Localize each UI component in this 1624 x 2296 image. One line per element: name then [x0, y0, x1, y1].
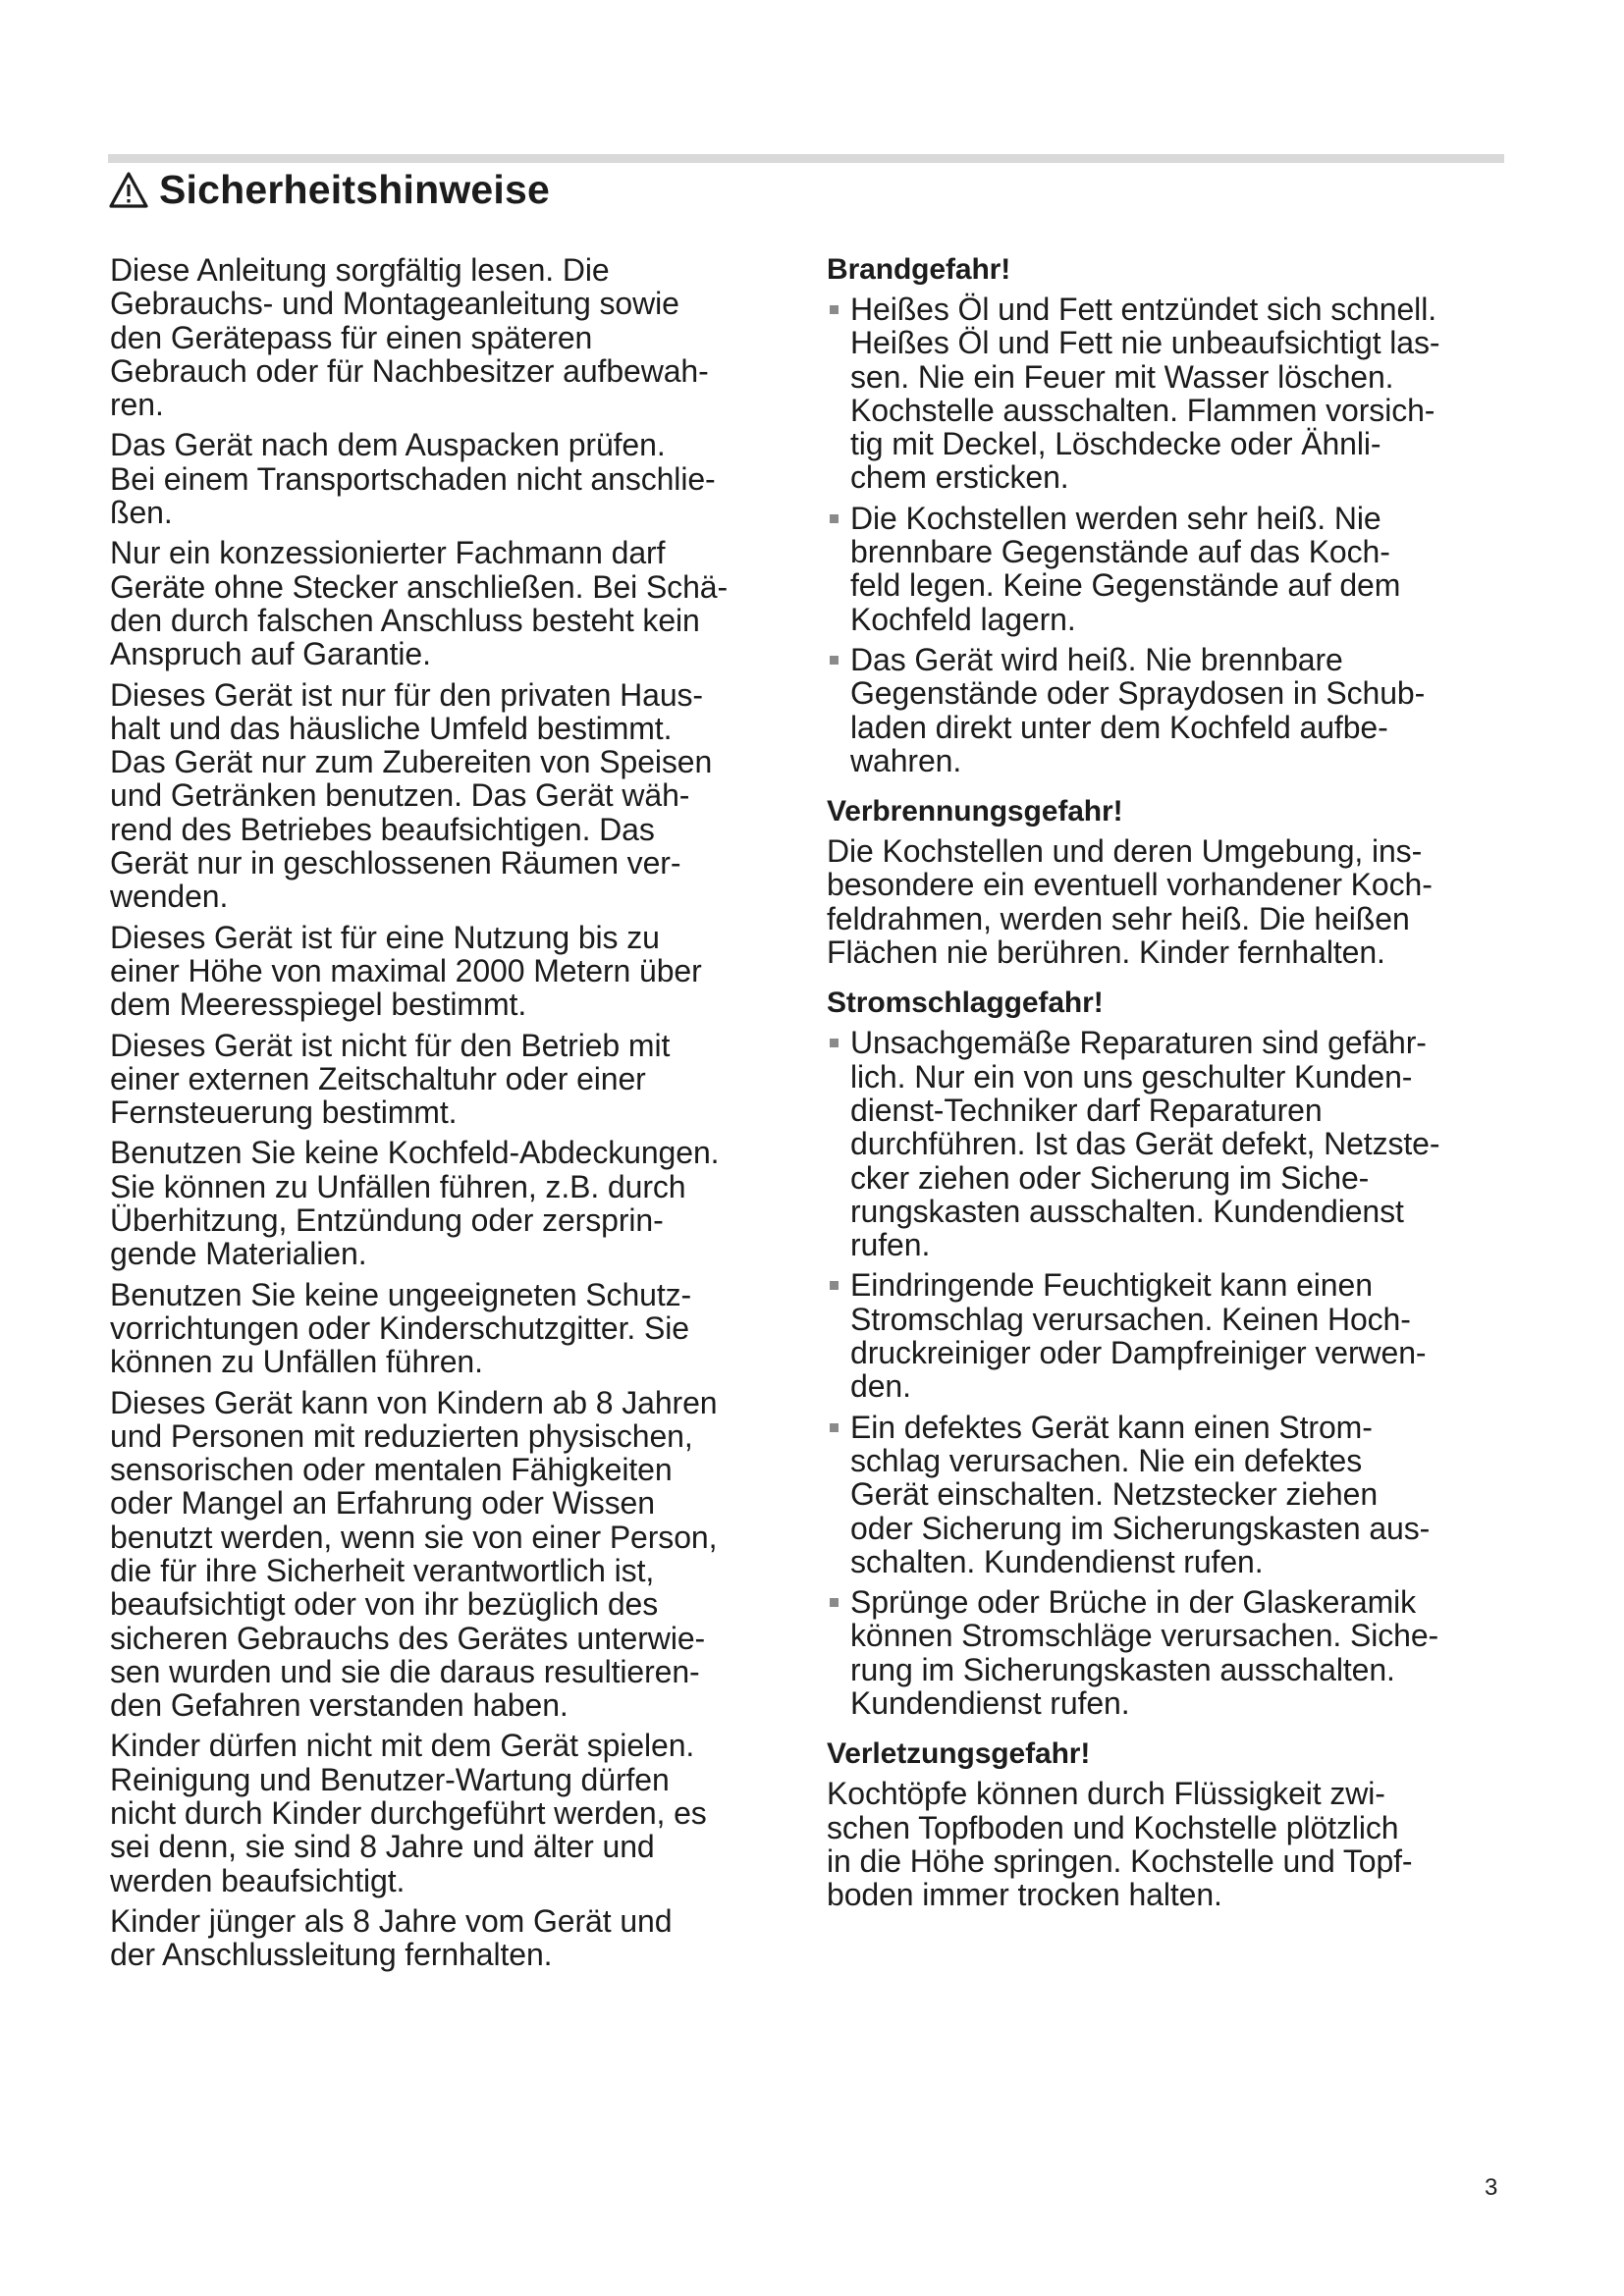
bullet-icon [830, 1039, 839, 1047]
section-title-stromschlaggefahr: Stromschlaggefahr! [827, 987, 1104, 1020]
page-title-text: Sicherheitshinweise [159, 167, 551, 212]
right-column [827, 253, 1514, 1918]
paragraph-children-supervision: Dieses Gerät kann von Kindern ab 8 Jahren und Personen mit reduzierten physischen, sensorischen oder mentalen Fähigkeiten oder Mangel an Erfahrung oder Wissen benutzt werden, wenn sie von einer Person, die für ihre Sicherheit verantwortlich ist, beaufsichtigt oder von ihr bezüglich des sicheren Gebrauchs des Gerätes unterwie- sen wurden und sie die daraus resultieren- den Gefahren verstanden haben. [110, 1384, 718, 1724]
list-item: Die Kochstellen werden sehr heiß. Nie brennbare Gegenstände auf das Koch- feld legen. Keine Gegenstände auf dem Kochfeld lagern. [827, 502, 1514, 636]
paragraph-children-distance: Kinder jünger als 8 Jahre vom Gerät und der Anschlussleitung fernhalten. [110, 1902, 673, 1973]
section-title-verletzungsgefahr: Verletzungsgefahr! [827, 1737, 1091, 1771]
paragraph-unpacking-check: Das Gerät nach dem Auspacken prüfen. Bei einem Transportschaden nicht anschlie- ßen. [110, 427, 716, 531]
paragraph-no-covers: Benutzen Sie keine Kochfeld-Abdeckungen. Sie können zu Unfällen führen, z.B. durch Überhitzung, Entzündung oder zersprin- gende Materialien. [110, 1135, 720, 1272]
page-title [108, 167, 550, 213]
section-title-brandgefahr: Brandgefahr! [827, 253, 1011, 286]
bullet-icon [830, 1281, 839, 1290]
bullet-icon [830, 1423, 839, 1432]
bullet-icon [830, 1598, 839, 1607]
paragraph-licensed-installer: Nur ein konzessionierter Fachmann darf Geräte ohne Stecker anschließen. Bei Schä- den durch falschen Anschluss besteht kein Anspruch auf Garantie. [110, 535, 729, 672]
section-title-verbrennungsgefahr: Verbrennungsgefahr! [827, 795, 1123, 828]
list-item: Heißes Öl und Fett entzündet sich schnell. Heißes Öl und Fett nie unbeaufsichtigt las- sen. Nie ein Feuer mit Wasser löschen. Kochstelle ausschalten. Flammen vorsich- tig mit Deckel, Löschdecke oder Ähnli- chem ersticken. [827, 293, 1514, 495]
list-item: Eindringende Feuchtigkeit kann einen Stromschlag verursachen. Keinen Hoch- druckreiniger oder Dampfreiniger verwen- den. [827, 1268, 1514, 1403]
paragraph-reading-instructions: Diese Anleitung sorgfältig lesen. Die Gebrauchs- und Montageanleitung sowie den Gerätepass für einen späteren Gebrauch oder für Nachbesitzer aufbewah- ren. [110, 252, 709, 423]
paragraph-household-use: Dieses Gerät ist nur für den privaten Haus- halt und das häusliche Umfeld bestimmt. Das Gerät nur zum Zubereiten von Speisen und Getränken benutzen. Das Gerät wäh- rend des Betriebes beaufsichtigen. Das Gerät nur in geschlossenen Räumen ver- wenden. [110, 676, 713, 915]
paragraph-children-play: Kinder dürfen nicht mit dem Gerät spielen. Reinigung und Benutzer-Wartung dürfen nicht durch Kinder durchgeführt werden, es sei denn, sie sind 8 Jahre und älter und werden beaufsichtigt. [110, 1728, 707, 1898]
list-stromschlaggefahr [827, 1026, 1514, 1720]
list-item: Das Gerät wird heiß. Nie brennbare Gegenstände oder Spraydosen in Schub- laden direkt unter dem Kochfeld aufbe- wahren. [827, 643, 1514, 777]
bullet-icon [830, 656, 839, 665]
paragraph-altitude-limit: Dieses Gerät ist für eine Nutzung bis zu einer Höhe von maximal 2000 Metern über dem Meeresspiegel bestimmt. [110, 919, 702, 1023]
list-brandgefahr [827, 293, 1514, 777]
list-item: Unsachgemäße Reparaturen sind gefähr- lich. Nur ein von uns geschulter Kunden- dienst-Techniker darf Reparaturen durchführen. Ist das Gerät defekt, Netzste- cker ziehen oder Sicherung im Siche- rungskasten ausschalten. Kundendienst rufen. [827, 1026, 1514, 1261]
page-number: 3 [1485, 2174, 1498, 2201]
top-rule [108, 154, 1504, 163]
list-item: Ein defektes Gerät kann einen Strom- schlag verursachen. Nie ein defektes Gerät einschalten. Netzstecker ziehen oder Sicherung im Sicherungskasten aus- schalten. Kundendienst rufen. [827, 1411, 1514, 1578]
bullet-icon [830, 514, 839, 523]
paragraph-no-timer: Dieses Gerät ist nicht für den Betrieb mit einer externen Zeitschaltuhr oder einer Fernsteuerung bestimmt. [110, 1027, 671, 1131]
paragraph-verbrennungsgefahr: Die Kochstellen und deren Umgebung, ins- besondere ein eventuell vorhandener Koch- feldrahmen, werden sehr heiß. Die heißen Flächen nie berühren. Kinder fernhalten. [827, 833, 1433, 971]
list-item: Sprünge oder Brüche in der Glaskeramik können Stromschläge verursachen. Siche- rung im Sicherungskasten ausschalten. Kundendienst rufen. [827, 1585, 1514, 1720]
bullet-icon [830, 305, 839, 314]
paragraph-verletzungsgefahr: Kochtöpfe können durch Flüssigkeit zwi- schen Topfboden und Kochstelle plötzlich in die Höhe springen. Kochstelle und Topf- boden immer trocken halten. [827, 1776, 1413, 1913]
left-column [110, 253, 787, 1979]
paragraph-no-child-guards: Benutzen Sie keine ungeeigneten Schutz- vorrichtungen oder Kinderschutzgitter. Sie können zu Unfällen führen. [110, 1276, 692, 1380]
warning-triangle-icon [108, 171, 149, 210]
